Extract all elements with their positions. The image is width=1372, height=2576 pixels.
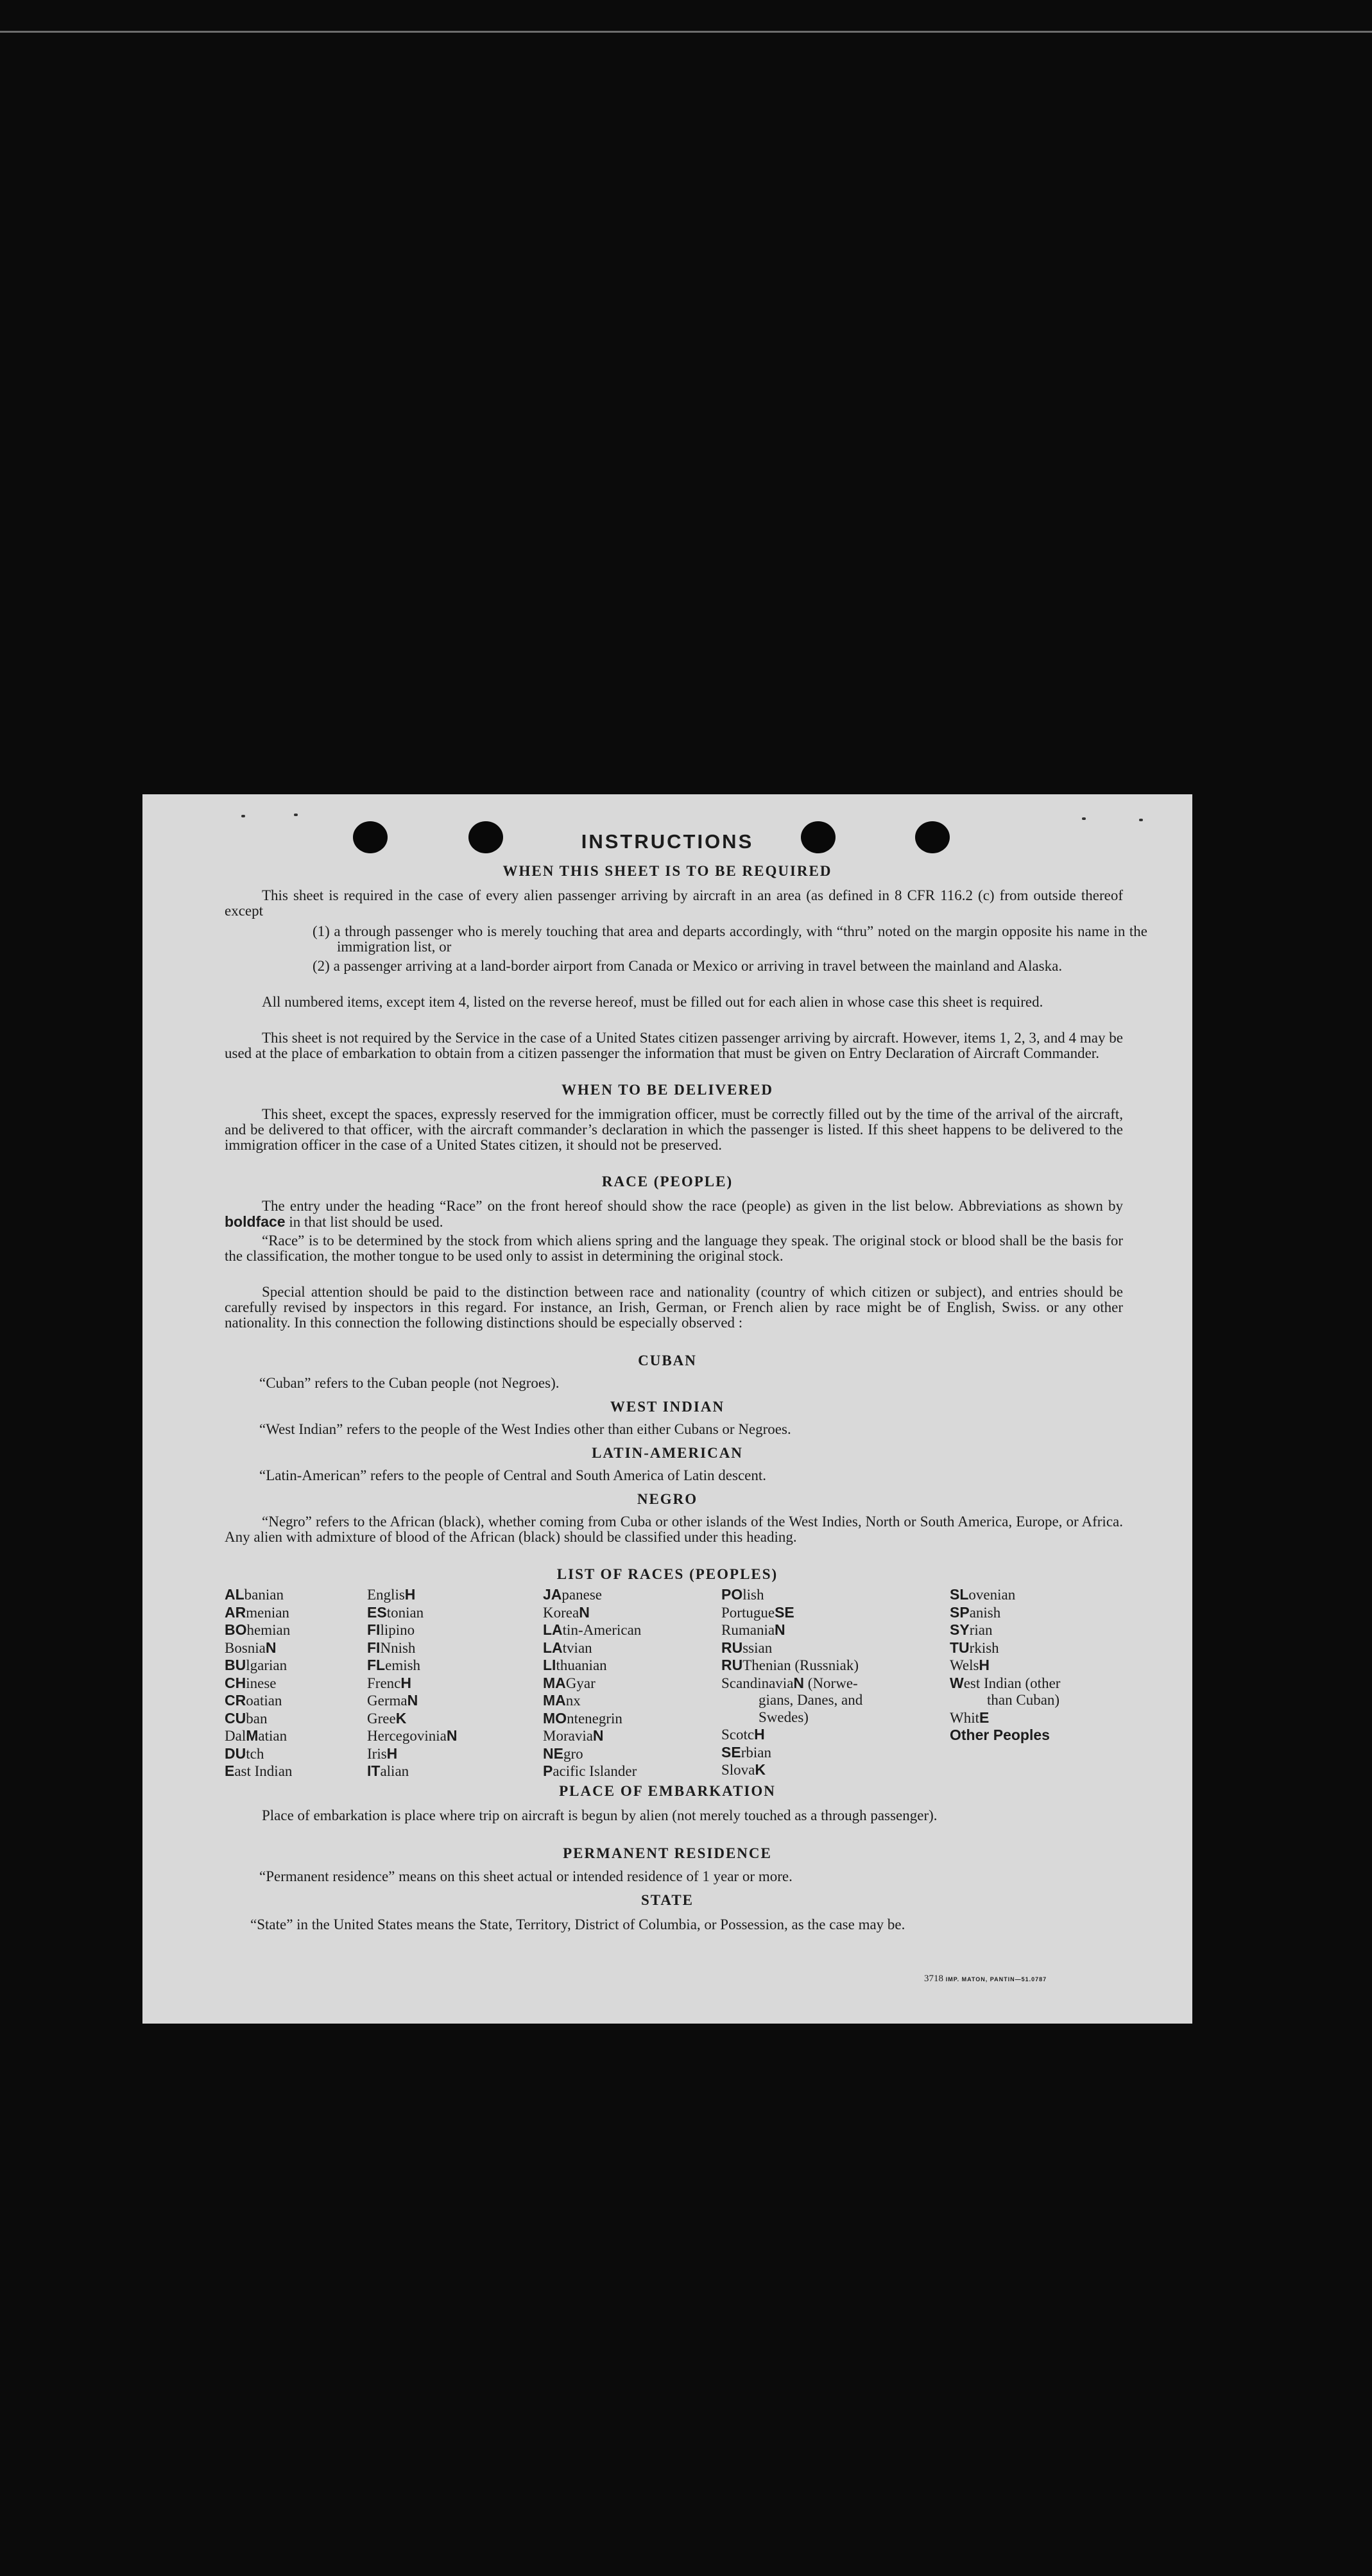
race-entry [225,1710,292,1728]
race-abbreviation: TU [950,1639,970,1656]
race-abbreviation: AR [225,1603,246,1621]
form-number: 3718 [924,1974,943,1984]
paragraph-delivered: This sheet, except the spaces, expressly reserved for the immigration officer, must be correctly filled out by the time of the arrival of the aircraft, and be delivered to that officer, with the aircraft commander’s declaration in which the passenger is listed. If this sheet happens to be delivered to the immigration officer in the case of a United States citizen, it should not be preserved. [225,1106,1123,1153]
race-entry [543,1745,641,1763]
race-abbreviation: NE [543,1744,563,1762]
race-entry [543,1675,641,1693]
race-abbreviation: SL [950,1586,969,1603]
paragraph-cuban: “Cuban” refers to the Cuban people (not Negroes). [259,1375,560,1391]
race-entry [367,1675,458,1693]
race-entry [367,1727,458,1745]
race-name-part: Scandinavia [721,1675,794,1691]
race-name-part: gro [563,1745,583,1762]
race-name-part: Slova [721,1762,755,1778]
race-abbreviation: MO [543,1709,567,1727]
paragraph-race-stock: “Race” is to be determined by the stock from which aliens spring and the language they speak. The original stock or blood shall be the basis for the classification, the mother tongue to be used only to assist in determining the original stock. [225,1233,1123,1264]
ink-speck [294,814,298,816]
race-abbreviation: N [265,1639,277,1656]
race-name-part: rian [969,1622,993,1638]
race-entry [950,1639,1060,1657]
race-name-part: tvian [562,1639,592,1656]
race-abbreviation: SP [950,1603,970,1621]
race-name-part: panese [562,1587,602,1603]
paragraph-state: “State” in the United States means the State, Territory, District of Columbia, or Possession, as the case may be. [250,1916,905,1932]
race-name-part: Swedes) [759,1709,809,1725]
race-abbreviation: FI [367,1621,381,1638]
race-entry [950,1621,1060,1639]
race-name-part: lish [742,1587,764,1603]
race-entry [367,1586,458,1604]
race-name-part: Hercegovinia [367,1728,447,1744]
race-abbreviation: H [400,1674,411,1691]
race-entry [543,1604,641,1622]
races-column-2 [367,1586,458,1780]
race-name-part: Moravia [543,1728,593,1744]
race-name-part: gians, Danes, and [759,1692,863,1708]
race-abbreviation: SE [721,1743,741,1761]
race-abbreviation: H [386,1744,398,1762]
boldface-word: boldface [225,1213,286,1230]
paragraph-negro: “Negro” refers to the African (black), whether coming from Cuba or other islands of the West Indies, North or South America, Europe, or Africa. Any alien with admixture of blood of the African (black) should be classified under this heading. [225,1514,1123,1545]
race-abbreviation: W [950,1674,964,1691]
race-entry [225,1675,292,1693]
race-name-part: inese [246,1675,277,1691]
race-name-part: ovenian [968,1587,1016,1603]
race-entry [225,1586,292,1604]
race-entry [543,1657,641,1675]
race-abbreviation: CR [225,1692,246,1709]
scan-border-line [0,31,1372,33]
race-name-part: oatian [246,1693,282,1709]
paragraph-west-indian: “West Indian” refers to the people of the West Indies other than either Cubans or Negroes. [259,1421,791,1437]
race-name-part: Korea [543,1604,579,1621]
race-abbreviation: MA [543,1692,566,1709]
race-name-part: Gree [367,1710,396,1727]
race-abbreviation: CU [225,1709,246,1727]
race-abbreviation: BU [225,1657,246,1673]
race-entry [721,1726,862,1744]
race-abbreviation: MA [543,1674,566,1691]
form-footer [924,1974,1047,1984]
race-entry [721,1621,862,1639]
race-name-part: Scotc [721,1727,755,1743]
instruction-sheet [142,794,1192,2024]
races-column-1 [225,1586,292,1780]
races-list [225,1586,1136,1779]
race-abbreviation: FI [367,1639,381,1656]
race-name-part: Dal [225,1728,246,1744]
race-abbreviation: ES [367,1603,387,1621]
race-entry [367,1639,458,1657]
race-abbreviation: N [579,1603,590,1621]
race-entry [543,1621,641,1639]
race-entry [367,1621,458,1639]
race-name-part: Thenian (Russniak) [742,1657,859,1673]
section-heading-cuban: CUBAN [638,1352,697,1369]
race-abbreviation: H [754,1726,765,1743]
ink-speck [1139,819,1143,821]
race-entry [950,1675,1060,1693]
paragraph-exception-2: (2) a passenger arriving at a land-border airport from Canada or Mexico or arriving in travel between the mainland and Alaska. [313,958,1063,974]
section-heading-state: STATE [640,1892,694,1908]
race-entry [721,1586,862,1604]
ink-speck [241,815,245,817]
race-entry [721,1692,862,1709]
race-entry [950,1586,1060,1604]
race-name-part: ast Indian [234,1763,293,1779]
race-abbreviation: N [592,1727,604,1744]
race-entry [543,1710,641,1728]
paragraph-numbered-items: All numbered items, except item 4, listed on the reverse hereof, must be filled out for each alien in whose case this sheet is required. [262,994,1043,1010]
race-entry [721,1675,862,1693]
race-entry-text-b: in that list should be used. [289,1214,443,1230]
race-name-part: rbian [741,1744,771,1761]
race-entry [950,1604,1060,1622]
race-name-part: Other Peoples [950,1727,1050,1743]
race-entry [721,1761,862,1779]
ink-speck [1082,817,1086,820]
race-name-part: acific Islander [553,1763,637,1779]
race-abbreviation: N [407,1692,418,1709]
race-abbreviation: LA [543,1639,563,1656]
race-abbreviation: IT [367,1762,381,1779]
races-column-5 [950,1586,1060,1744]
race-entry [225,1639,292,1657]
race-name-part: ban [246,1710,268,1727]
race-abbreviation: CH [225,1674,246,1691]
race-name-part: Germa [367,1693,407,1709]
race-abbreviation: FL [367,1657,386,1673]
race-entry [543,1727,641,1745]
race-entry [543,1762,641,1780]
race-abbreviation: H [404,1586,416,1603]
race-entry [225,1727,292,1745]
race-entry [225,1657,292,1675]
race-name-part: Englis [367,1587,405,1603]
race-entry [721,1639,862,1657]
race-name-part: Rumania [721,1622,775,1638]
race-name-part: thuanian [556,1657,607,1673]
paragraph-required-intro: This sheet is required in the case of every alien passenger arriving by aircraft in an area (as defined in 8 CFR 116.2 (c) from outside thereof except [225,887,1123,919]
race-name-part: Portugue [721,1604,775,1621]
section-heading-west-indian: WEST INDIAN [610,1399,725,1415]
race-entry [225,1604,292,1622]
race-name-part: tch [246,1745,264,1762]
race-entry [721,1604,862,1622]
race-entry [225,1745,292,1763]
race-entry [543,1639,641,1657]
race-name-part: atian [258,1728,287,1744]
race-name-part: lipino [380,1622,415,1638]
race-entry [950,1709,1060,1727]
race-name-part: est Indian (other [963,1675,1061,1691]
race-abbreviation: SY [950,1621,970,1638]
race-name-part: ntenegrin [567,1710,622,1727]
paragraph-race-entry [225,1198,1123,1230]
document-title: INSTRUCTIONS [581,830,754,853]
section-heading-when-delivered: WHEN TO BE DELIVERED [562,1082,773,1098]
race-name-part: Iris [367,1745,387,1762]
race-abbreviation: JA [543,1586,562,1603]
race-entry [225,1692,292,1710]
race-abbreviation: N [793,1674,805,1691]
race-entry [367,1745,458,1763]
section-heading-list-of-races: LIST OF RACES (PEOPLES) [556,1566,778,1582]
race-name-part: Frenc [367,1675,401,1691]
printer-imprint: IMP. MATON, PANTIN—51.0787 [945,1976,1047,1983]
race-abbreviation: H [979,1657,990,1673]
race-entry [950,1727,1060,1744]
race-name-part: (Norwe- [804,1675,858,1691]
race-name-part: Gyar [565,1675,596,1691]
race-name-part: rkish [969,1639,999,1656]
race-name-part: hemian [246,1622,291,1638]
race-abbreviation: SE [775,1603,794,1621]
paragraph-not-required: This sheet is not required by the Service in the case of a United States citizen passenger arriving by aircraft. However, items 1, 2, 3, and 4 may be used at the place of embarkation to obtain from a citizen passenger the information that must be given on Entry Declaration of Aircraft Commander. [225,1030,1123,1061]
race-entry [225,1762,292,1780]
race-abbreviation: LI [543,1657,556,1673]
race-entry [367,1692,458,1710]
section-heading-embarkation: PLACE OF EMBARKATION [559,1783,776,1799]
section-heading-negro: NEGRO [637,1491,698,1507]
race-name-part: anish [969,1604,1001,1621]
paragraph-exception-1: (1) a through passenger who is merely touching that area and departs accordingly, with “thru” noted on the margin opposite his name in the immigration list, or [313,923,1147,955]
race-name-part: nx [565,1693,581,1709]
race-name-part: lgarian [246,1657,287,1673]
race-name-part: tin-American [562,1622,642,1638]
race-entry [721,1709,862,1727]
race-name-part: Whit [950,1709,979,1726]
paragraph-embarkation: Place of embarkation is place where trip on aircraft is begun by alien (not merely touched as a through passenger). [262,1807,938,1823]
races-column-3 [543,1586,641,1780]
race-entry [721,1744,862,1762]
race-abbreviation: BO [225,1621,247,1638]
race-abbreviation: PO [721,1586,743,1603]
race-name-part: Wels [950,1657,979,1673]
section-heading-permanent-residence: PERMANENT RESIDENCE [563,1845,772,1861]
race-entry-text-a: The entry under the heading “Race” on the front hereof should show the race (people) as given in the list below. Abbreviations as shown by [262,1198,1123,1214]
race-name-part: banian [244,1587,284,1603]
race-name-part: Bosnia [225,1639,266,1656]
race-entry [367,1762,458,1780]
race-abbreviation: K [755,1761,766,1778]
race-name-part: Nnish [380,1639,416,1656]
race-abbreviation: LA [543,1621,563,1638]
section-heading-latin-american: LATIN-AMERICAN [592,1445,743,1461]
race-abbreviation: K [395,1709,407,1727]
race-name-part: menian [246,1604,289,1621]
race-name-part: tonian [386,1604,424,1621]
paragraph-distinction: Special attention should be paid to the distinction between race and nationality (country of which citizen or subject), and entries should be carefully revised by inspectors in this regard. For instance, an Irish, German, or French alien by race might be of English, Swiss. or any other nationality. In this connection the following distinctions should be especially observed : [225,1284,1123,1331]
paragraph-latin-american: “Latin-American” refers to the people of Central and South America of Latin descent. [259,1467,766,1483]
race-abbreviation: E [225,1762,235,1779]
race-entry [225,1621,292,1639]
race-abbreviation: E [979,1709,990,1726]
race-entry [543,1692,641,1710]
section-heading-race: RACE (PEOPLE) [601,1173,733,1190]
race-entry [367,1657,458,1675]
races-column-4 [721,1586,862,1779]
race-abbreviation: RU [721,1657,743,1673]
race-abbreviation: P [543,1762,553,1779]
race-entry [950,1692,1060,1709]
race-entry [721,1657,862,1675]
race-entry [367,1710,458,1728]
race-abbreviation: N [775,1621,785,1638]
race-entry [950,1657,1060,1675]
race-name-part: than Cuban) [987,1692,1060,1708]
race-abbreviation: AL [225,1586,244,1603]
race-abbreviation: DU [225,1744,246,1762]
race-name-part: alian [380,1763,409,1779]
race-abbreviation: M [246,1727,259,1744]
race-entry [367,1604,458,1622]
race-name-part: ssian [742,1639,773,1656]
race-abbreviation: N [446,1727,458,1744]
race-entry [543,1586,641,1604]
race-name-part: emish [385,1657,421,1673]
paragraph-permanent-residence: “Permanent residence” means on this sheet actual or intended residence of 1 year or more. [259,1868,793,1884]
race-abbreviation: RU [721,1639,743,1656]
section-heading-when-required: WHEN THIS SHEET IS TO BE REQUIRED [502,863,832,879]
